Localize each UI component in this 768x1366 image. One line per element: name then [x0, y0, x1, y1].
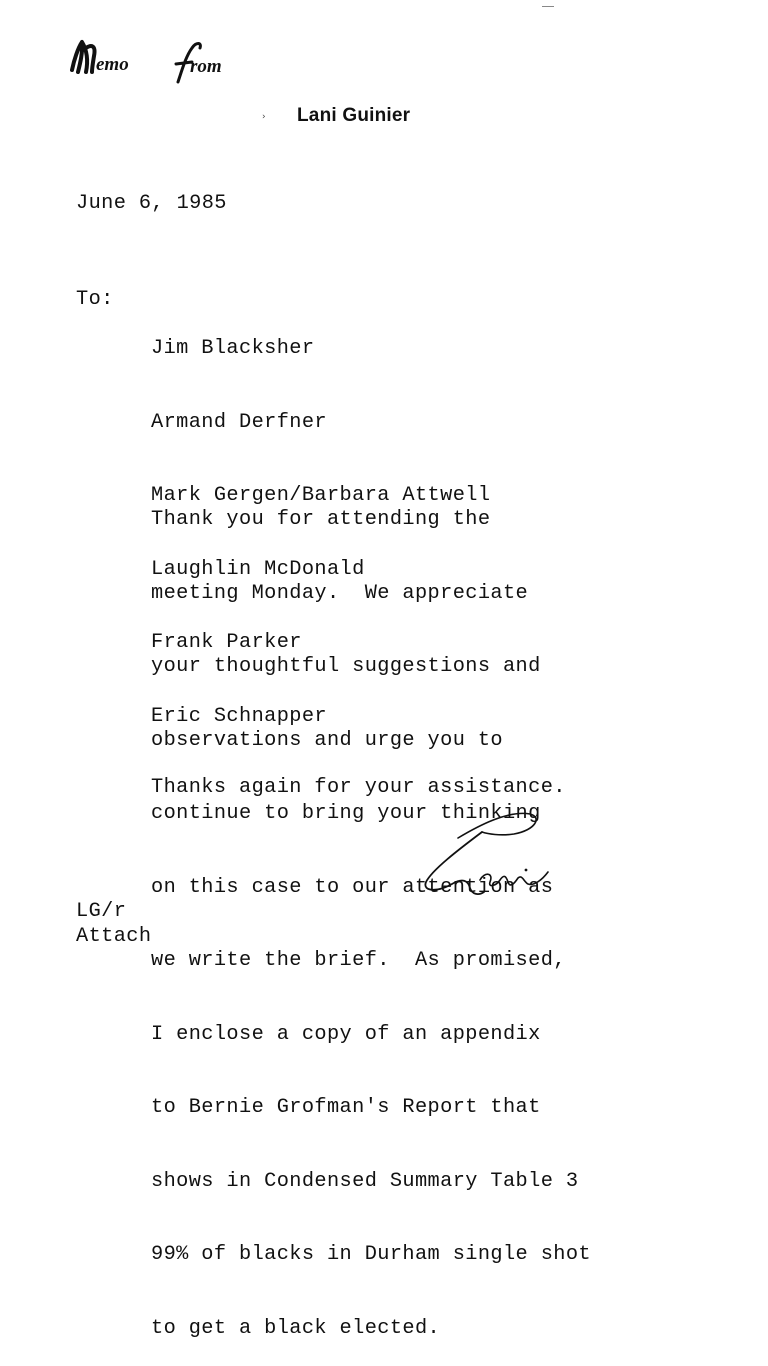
body-line: your thoughtful suggestions and	[151, 655, 541, 678]
to-label: To:	[76, 288, 114, 311]
body-line: on this case to our attention as	[151, 875, 554, 899]
memo-date: June 6, 1985	[76, 192, 227, 215]
svg-text:emo: emo	[96, 54, 129, 75]
memo-heading	[66, 30, 256, 94]
body-line: to Bernie Grofman's Report that	[151, 1096, 541, 1119]
body-line: continue to bring your thinking	[151, 802, 541, 825]
enclosure-note: Attach	[76, 925, 152, 948]
sender-mark: ›	[262, 112, 266, 122]
body-line: observations and urge you to	[151, 728, 503, 752]
memo-from-script-logo	[66, 30, 256, 94]
svg-text:rom: rom	[190, 56, 222, 77]
recipient: Jim Blacksher	[151, 337, 315, 360]
recipient: Frank Parker	[151, 631, 302, 654]
memo-body	[151, 459, 591, 1366]
body-line: I enclose a copy of an appendix	[151, 1022, 541, 1046]
sender-name: Lani Guinier	[297, 105, 411, 126]
scan-mark	[542, 6, 554, 7]
body-line: shows in Condensed Summary Table 3	[151, 1169, 579, 1193]
typist-initials: LG/r	[76, 900, 127, 923]
recipient: Eric Schnapper	[151, 704, 327, 728]
body-line: Thank you for attending the	[151, 508, 491, 531]
body-line: 99% of blacks in Durham single shot	[151, 1243, 591, 1266]
body-line: meeting Monday. We appreciate	[151, 581, 529, 605]
closing-line: Thanks again for your assistance.	[151, 776, 566, 799]
handwritten-signature	[418, 800, 558, 900]
body-line: to get a black elected.	[151, 1316, 441, 1340]
recipient: Armand Derfner	[151, 410, 327, 434]
recipient: Laughlin McDonald	[151, 557, 365, 581]
signature-scribble	[418, 800, 558, 900]
recipient: Mark Gergen/Barbara Attwell	[151, 484, 491, 507]
body-line: we write the brief. As promised,	[151, 949, 566, 972]
